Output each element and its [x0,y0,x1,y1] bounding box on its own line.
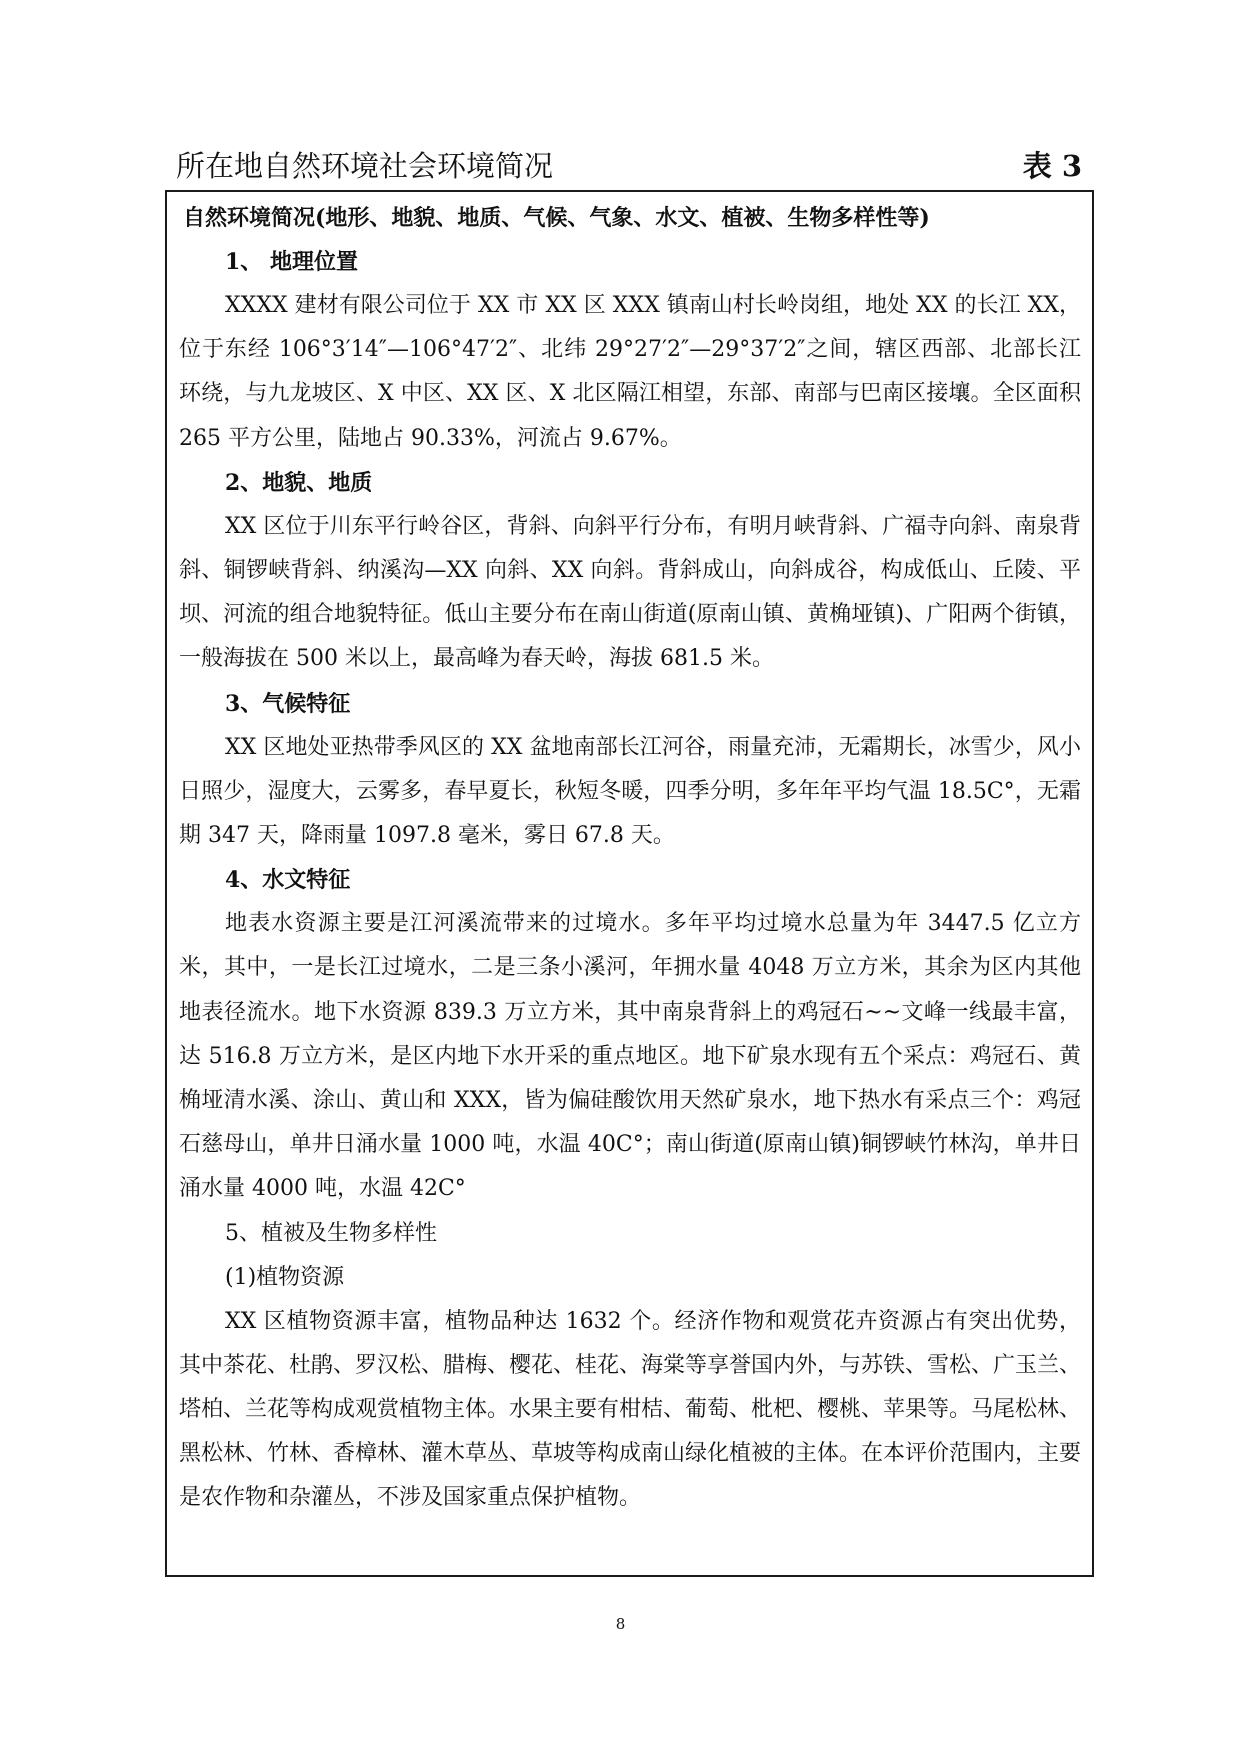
page-number: 8 [615,1615,626,1633]
document-header [176,146,1082,186]
section-paragraph-landform: XX 区位于川东平行岭谷区，背斜、向斜平行分布，有明月峡背斜、广福寺向斜、南泉背斜、铜锣峡背斜、纳溪沟—XX 向斜、XX 向斜。背斜成山，向斜成谷，构成低山、丘陵、平坝、河流的组合地貌特征。低山主要分布在南山街道(原南山镇、黄桷垭镇)、广阳两个街镇，一般海拔在 500 米以上，最高峰为春天岭，海拔 681.5 米。 [179,513,1081,672]
section-paragraph-climate: XX 区地处亚热带季风区的 XX 盆地南部长江河谷，雨量充沛，无霜期长，冰雪少，风小日照少，湿度大，云雾多，春早夏长，秋短冬暖，四季分明，多年年平均气温 18.5C°，无霜期 347 天，降雨量 1097.8 毫米，雾日 67.8 天。 [179,734,1081,849]
section-paragraph-hydrology: 地表水资源主要是江河溪流带来的过境水。多年平均过境水总量为年 3447.5 亿立方米，其中，一是长江过境水，二是三条小溪河，年拥水量 4048 万立方米，其余为区内其他地表径流水。地下水资源 839.3 万立方米，其中南泉背斜上的鸡冠石~~文峰一线最丰富，达 516.8 万立方米，是区内地下水开采的重点地区。地下矿泉水现有五个采点：鸡冠石、黄桷垭清水溪、涂山、黄山和 XXX，皆为偏硅酸饮用天然矿泉水，地下热水有采点三个：鸡冠石慈母山，单井日涌水量 1000 吨，水温 40C°；南山街道(原南山镇)铜锣峡竹林沟，单井日涌水量 4000 吨，水温 42C° [179,911,1081,1202]
section-heading-landform: 2、地貌、地质 [225,469,373,496]
subheading-plant-resources: (1)植物资源 [225,1264,345,1290]
content-table-frame [165,190,1094,1577]
section-heading-vegetation: 5、植被及生物多样性 [225,1220,437,1246]
subject-heading: 自然环境简况(地形、地貌、地质、气候、气象、水文、植被、生物多样性等) [183,205,930,231]
content-body [179,196,1081,1521]
section-paragraph-plant-resources: XX 区植物资源丰富，植物品种达 1632 个。经济作物和观赏花卉资源占有突出优势，其中茶花、杜鹃、罗汉松、腊梅、樱花、桂花、海棠等享誉国内外，与苏铁、雪松、广玉兰、塔柏、兰花等构成观赏植物主体。水果主要有柑桔、葡萄、枇杷、樱桃、苹果等。马尾松林、黑松林、竹林、香樟林、灌木草丛、草坡等构成南山绿化植被的主体。在本评价范围内，主要是农作物和杂灌丛，不涉及国家重点保护植物。 [179,1308,1082,1511]
section-paragraph-location: XXXX 建材有限公司位于 XX 市 XX 区 XXX 镇南山村长岭岗组，地处 XX 的长江 XX，位于东经 106°3′14″—106°47′2″、北纬 29°27′2″—29°37′2″之间，辖区西部、北部长江环绕，与九龙坡区、X 中区、XX 区、X 北区隔江相望，东部、南部与巴南区接壤。全区面积 265 平方公里，陆地占 90.33%，河流占 9.67%。 [179,293,1081,451]
document-title: 所在地自然环境社会环境简况 [176,149,554,183]
section-heading-hydrology: 4、水文特征 [225,867,351,894]
section-heading-location: 1、 地理位置 [225,249,358,275]
section-heading-climate: 3、气候特征 [225,690,351,717]
table-number: 表 3 [1022,149,1082,183]
